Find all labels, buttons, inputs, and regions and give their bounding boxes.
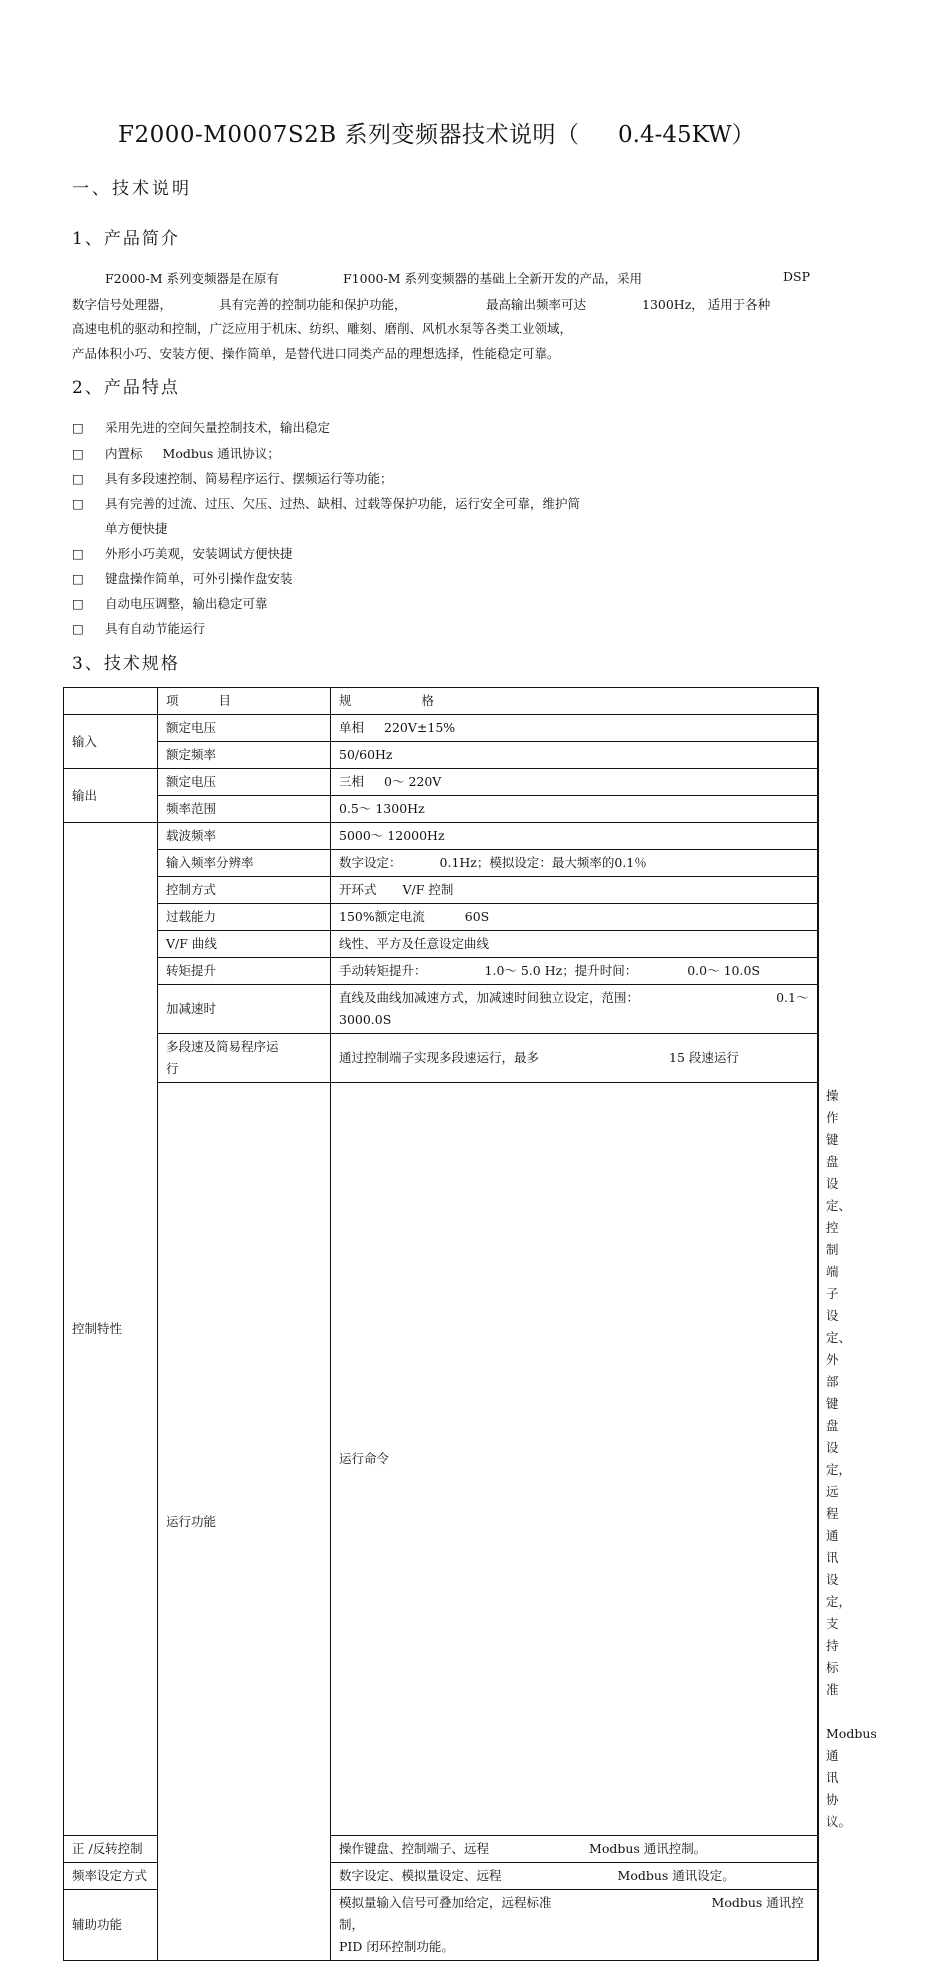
spec-cell: 线性、平方及任意设定曲线 xyxy=(331,931,818,958)
bullet-icon: □ xyxy=(72,621,84,636)
bullet-icon: □ xyxy=(72,420,84,435)
table-header-cell: 规 格 xyxy=(331,688,818,715)
bullet-icon: □ xyxy=(72,546,84,561)
feature-item: □ 自动电压调整，输出稳定可靠 xyxy=(72,596,268,611)
spec-cell: 单相 220V±15% xyxy=(331,715,818,742)
table-header-cell xyxy=(64,688,158,715)
spec-cell: 直线及曲线加减速方式，加减速时间独立设定，范围： 0.1～ 3000.0S xyxy=(331,985,818,1034)
table-header-cell: 项 目 xyxy=(158,688,331,715)
item-cell: 额定电压 xyxy=(158,769,331,796)
intro-line-2c: 最高输出频率可达 xyxy=(486,297,587,312)
intro-line-1c: DSP xyxy=(783,269,810,284)
spec-cell: 数字设定、模拟量设定、远程 Modbus 通讯设定。 xyxy=(331,1863,818,1890)
item-cell: 额定频率 xyxy=(158,742,331,769)
bullet-icon: □ xyxy=(72,596,84,611)
intro-line-2d: 1300Hz， 适用于各种 xyxy=(642,297,771,312)
feature-item: □ 内置标 Modbus 通讯协议； xyxy=(72,446,280,461)
heading-product-intro: 1、产品简介 xyxy=(72,229,180,249)
item-cell: 频率范围 xyxy=(158,796,331,823)
spec-cell: 手动转矩提升： 1.0～ 5.0 Hz；提升时间： 0.0～ 10.0S xyxy=(331,958,818,985)
table-row xyxy=(64,904,818,931)
intro-line-2a: 数字信号处理器， xyxy=(72,297,173,312)
intro-line-3: 高速电机的驱动和控制，广泛应用于机床、纺织、雕刻、磨削、风机水泵等各类工业领域， xyxy=(72,321,573,336)
spec-cell: 操作键盘、控制端子、远程 Modbus 通讯控制。 xyxy=(331,1836,818,1863)
table-row xyxy=(64,931,818,958)
spec-cell: 模拟量输入信号可叠加给定，远程标准 Modbus 通讯控制， PID 闭环控制功能。 xyxy=(331,1890,818,1961)
bullet-icon: □ xyxy=(72,496,84,511)
table-row: 运行功能 运行命令 操作键盘设定、控制端子设定、外部键盘设定，远程通讯设 定，支持标准Modbus 通讯协议。 xyxy=(64,1083,818,1836)
feature-item: □ 具有多段速控制、简易程序运行、摆频运行等功能； xyxy=(72,471,393,486)
table-header-row xyxy=(64,688,818,715)
spec-cell: 开环式 V/F 控制 xyxy=(331,877,818,904)
group-cell: 控制特性 xyxy=(64,823,158,1836)
spec-cell: 150%额定电流 60S xyxy=(331,904,818,931)
table-row xyxy=(64,877,818,904)
item-cell: 控制方式 xyxy=(158,877,331,904)
table-row xyxy=(64,1034,818,1083)
item-cell: 载波频率 xyxy=(158,823,331,850)
item-cell: 加减速时 xyxy=(158,985,331,1034)
spec-cell: 0.5～ 1300Hz xyxy=(331,796,818,823)
table-row xyxy=(64,850,818,877)
section-heading: 一、技术说明 xyxy=(72,179,192,199)
table-row xyxy=(64,985,818,1034)
spec-cell: 三相 0～ 220V xyxy=(331,769,818,796)
feature-item: □ 具有自动节能运行 xyxy=(72,621,206,636)
item-cell: 辅助功能 xyxy=(64,1890,158,1961)
bullet-icon: □ xyxy=(72,571,84,586)
intro-line-4: 产品体积小巧、安装方便、操作简单，是替代进口同类产品的理想选择，性能稳定可靠。 xyxy=(72,346,560,361)
intro-line-1b: F1000-M 系列变频器的基础上全新开发的产品，采用 xyxy=(343,271,642,286)
intro-line-2b: 具有完善的控制功能和保护功能， xyxy=(219,297,407,312)
spec-table xyxy=(63,687,877,1961)
table-row xyxy=(64,823,818,850)
spec-cell: 50/60Hz xyxy=(331,742,818,769)
document-title-range: 0.4-45KW） xyxy=(618,122,755,148)
table-row xyxy=(64,796,818,823)
spec-cell: 数字设定： 0.1Hz；模拟设定：最大频率的0.1％ xyxy=(331,850,818,877)
item-cell: 正 /反转控制 xyxy=(64,1836,158,1863)
item-cell: 运行命令 xyxy=(331,1083,818,1836)
table-row xyxy=(64,742,818,769)
table-row xyxy=(64,958,818,985)
bullet-icon: □ xyxy=(72,471,84,486)
heading-product-features: 2、产品特点 xyxy=(72,378,180,398)
item-cell: 额定电压 xyxy=(158,715,331,742)
table-row xyxy=(64,715,818,742)
feature-item-continued: 单方便快捷 xyxy=(105,521,168,536)
feature-item: □ 采用先进的空间矢量控制技术，输出稳定 xyxy=(72,420,331,435)
group-cell: 输出 xyxy=(64,769,158,823)
item-cell: 过载能力 xyxy=(158,904,331,931)
group-cell: 输入 xyxy=(64,715,158,769)
feature-item: □ 键盘操作简单，可外引操作盘安装 xyxy=(72,571,293,586)
spec-cell: 通过控制端子实现多段速运行，最多 15 段速运行 xyxy=(331,1034,818,1083)
intro-line-1a: F2000-M 系列变频器是在原有 xyxy=(105,271,279,286)
heading-tech-specs: 3、技术规格 xyxy=(72,654,180,674)
item-cell: 转矩提升 xyxy=(158,958,331,985)
document-title: F2000-M0007S2B 系列变频器技术说明（ xyxy=(118,122,580,148)
spec-cell: 5000～ 12000Hz xyxy=(331,823,818,850)
bullet-icon: □ xyxy=(72,446,84,461)
item-cell: 多段速及简易程序运 行 xyxy=(158,1034,331,1083)
feature-item: □ 外形小巧美观，安装调试方便快捷 xyxy=(72,546,293,561)
feature-item: □ 具有完善的过流、过压、欠压、过热、缺相、过载等保护功能，运行安全可靠，维护简 xyxy=(72,496,581,511)
item-cell: 频率设定方式 xyxy=(64,1863,158,1890)
group-cell: 运行功能 xyxy=(158,1083,331,1961)
item-cell: 输入频率分辨率 xyxy=(158,850,331,877)
table-row xyxy=(64,769,818,796)
item-cell: V/F 曲线 xyxy=(158,931,331,958)
